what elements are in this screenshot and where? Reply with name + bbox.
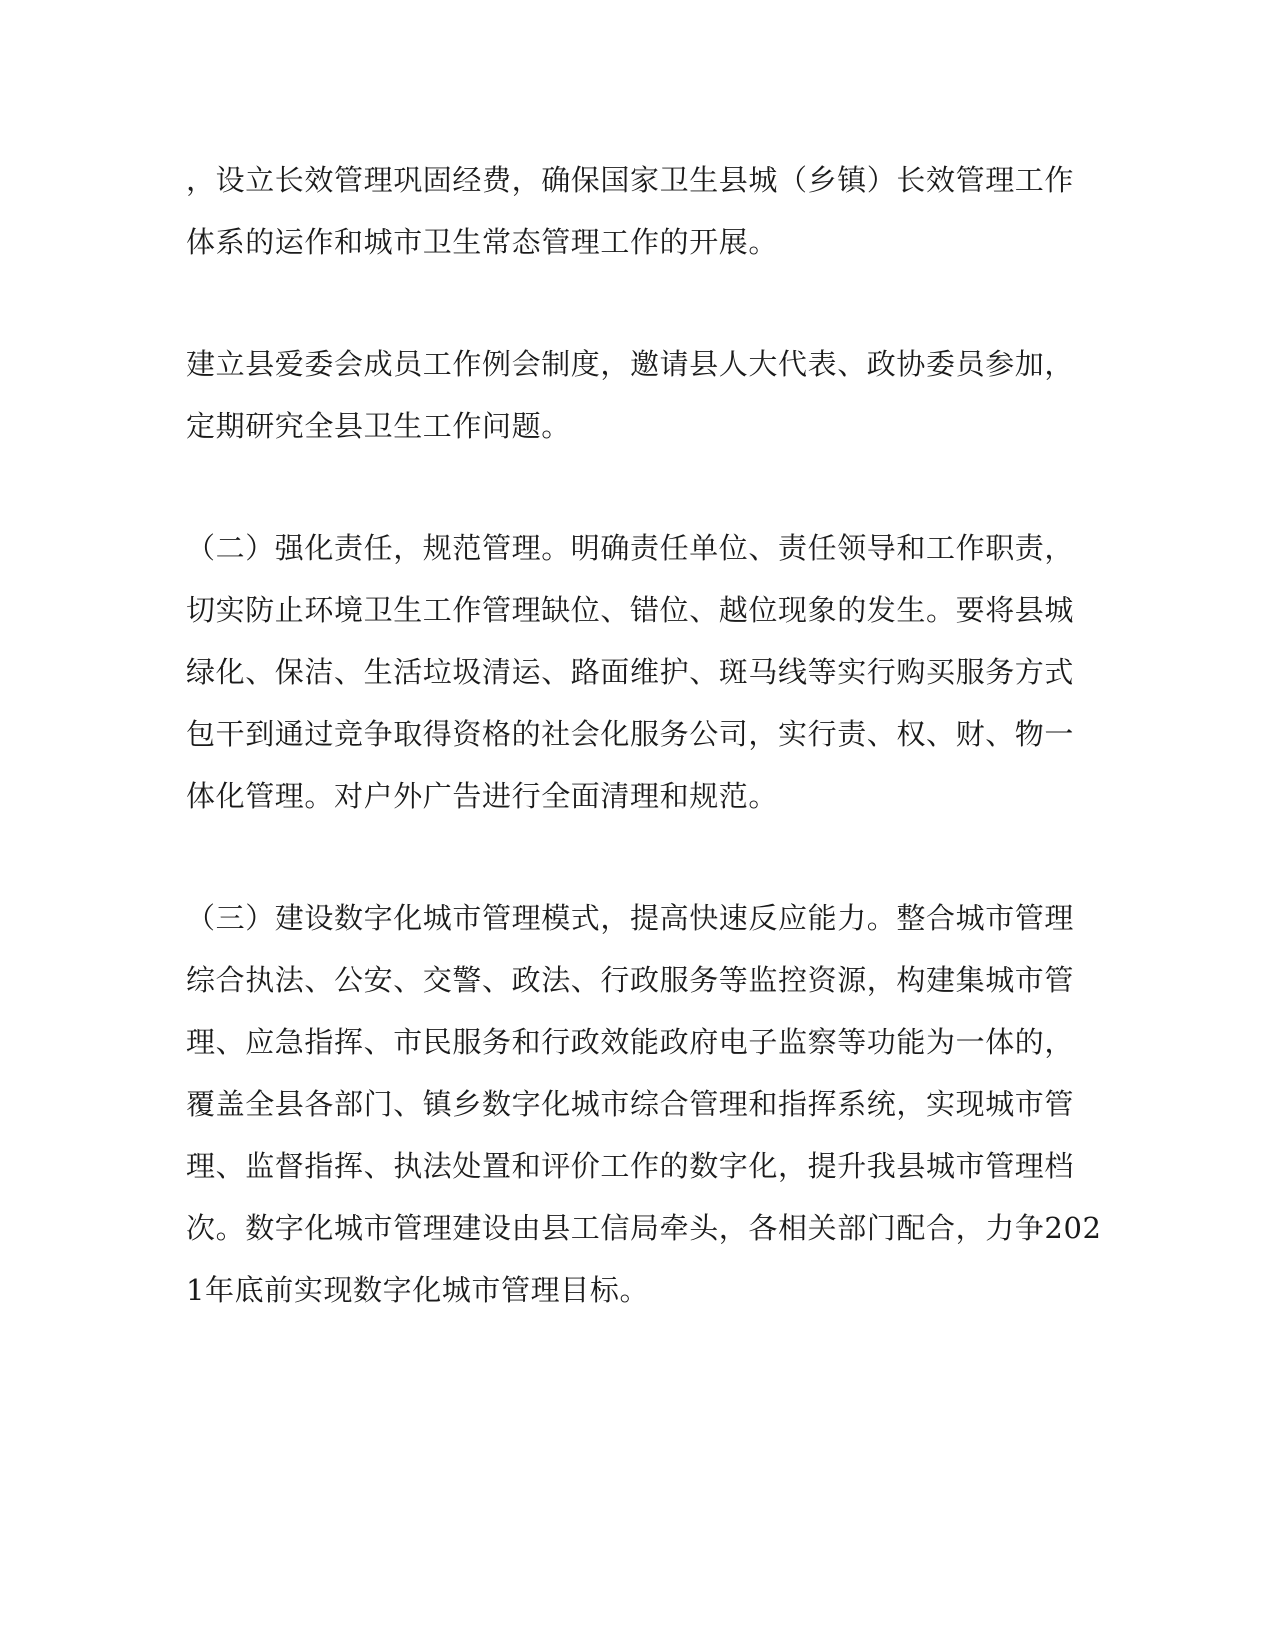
- paragraph-3-line-3: 绿化、保洁、生活垃圾清运、路面维护、斑马线等实行购买服务方式: [186, 655, 1075, 689]
- paragraph-4-line-1: （三）建设数字化城市管理模式，提高快速反应能力。整合城市管理: [186, 901, 1075, 935]
- paragraph-3-line-2: 切实防止环境卫生工作管理缺位、错位、越位现象的发生。要将县城: [186, 593, 1075, 627]
- paragraph-4-line-6: 次。数字化城市管理建设由县工信局牵头，各相关部门配合，力争202: [186, 1211, 1102, 1245]
- paragraph-2-line-2: 定期研究全县卫生工作问题。: [186, 409, 571, 443]
- paragraph-4-line-2: 综合执法、公安、交警、政法、行政服务等监控资源，构建集城市管: [186, 963, 1075, 997]
- paragraph-4-line-7: 1年底前实现数字化城市管理目标。: [186, 1273, 650, 1307]
- paragraph-3-line-5: 体化管理。对户外广告进行全面清理和规范。: [186, 779, 779, 813]
- paragraph-1-line-1: ，设立长效管理巩固经费，确保国家卫生县城（乡镇）长效管理工作: [186, 163, 1075, 197]
- paragraph-3-line-4: 包干到通过竞争取得资格的社会化服务公司，实行责、权、财、物一: [186, 717, 1075, 751]
- paragraph-4-line-4: 覆盖全县各部门、镇乡数字化城市综合管理和指挥系统，实现城市管: [186, 1087, 1075, 1121]
- paragraph-2-line-1: 建立县爱委会成员工作例会制度，邀请县人大代表、政协委员参加，: [186, 347, 1075, 381]
- paragraph-3-line-1: （二）强化责任，规范管理。明确责任单位、责任领导和工作职责，: [186, 531, 1075, 565]
- paragraph-4-line-3: 理、应急指挥、市民服务和行政效能政府电子监察等功能为一体的，: [186, 1025, 1075, 1059]
- paragraph-1-line-2: 体系的运作和城市卫生常态管理工作的开展。: [186, 225, 779, 259]
- paragraph-4-line-5: 理、监督指挥、执法处置和评价工作的数字化，提升我县城市管理档: [186, 1149, 1075, 1183]
